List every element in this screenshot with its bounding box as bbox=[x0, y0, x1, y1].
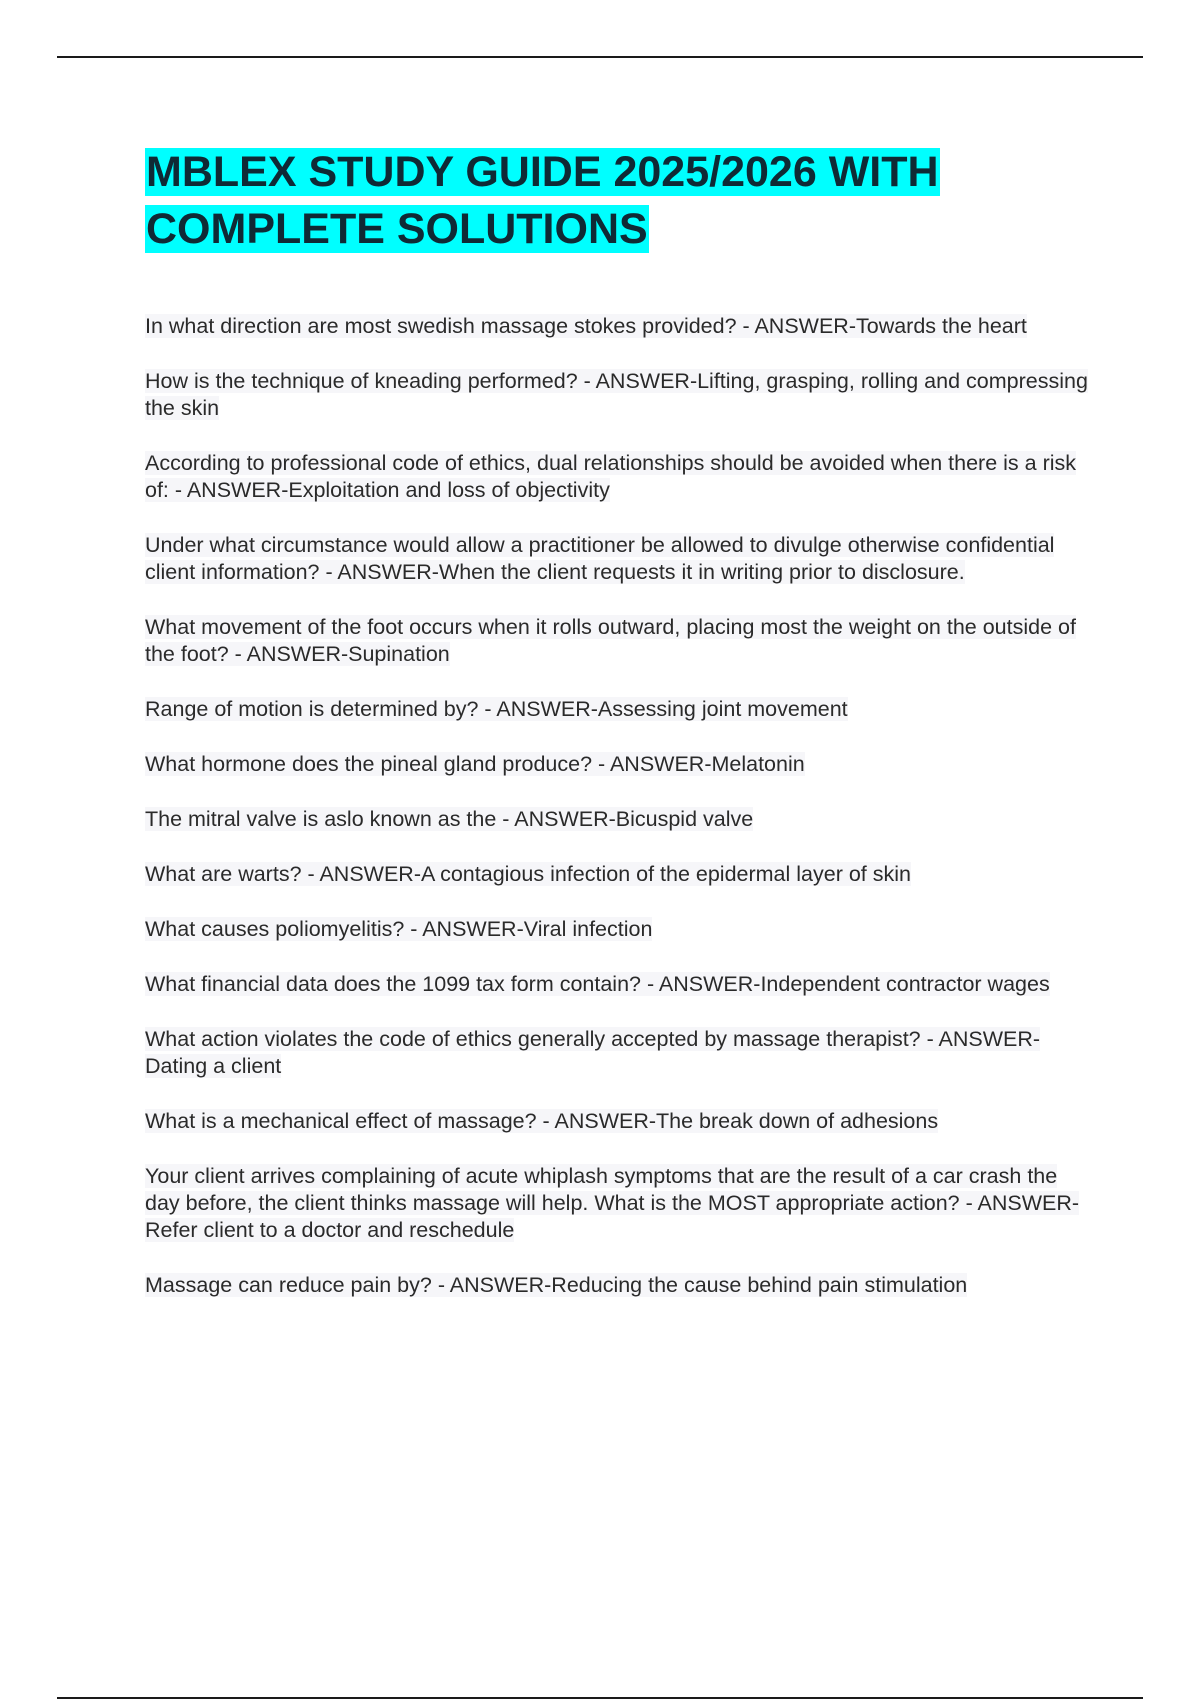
page-content bbox=[145, 144, 1095, 1327]
qa-item: What causes poliomyelitis? - ANSWER-Viral infection bbox=[145, 917, 653, 941]
qa-item: What movement of the foot occurs when it rolls outward, placing most the weight on the outside of the foot? - ANSWER-Supination bbox=[145, 615, 1076, 666]
qa-item: What is a mechanical effect of massage? - ANSWER-The break down of adhesions bbox=[145, 1109, 939, 1133]
qa-item: According to professional code of ethics, dual relationships should be avoided when there is a risk of: - ANSWER-Exploitation and loss of objectivity bbox=[145, 451, 1077, 502]
qa-item: What financial data does the 1099 tax form contain? - ANSWER-Independent contractor wages bbox=[145, 972, 1050, 996]
qa-item: What hormone does the pineal gland produce? - ANSWER-Melatonin bbox=[145, 752, 805, 776]
qa-item: What action violates the code of ethics generally accepted by massage therapist? - ANSWER-Dating a client bbox=[145, 1027, 1041, 1078]
qa-item: How is the technique of kneading performed? - ANSWER-Lifting, grasping, rolling and compressing the skin bbox=[145, 369, 1088, 420]
qa-item: The mitral valve is aslo known as the - ANSWER-Bicuspid valve bbox=[145, 807, 754, 831]
qa-item: Range of motion is determined by? - ANSWER-Assessing joint movement bbox=[145, 697, 848, 721]
qa-item: Massage can reduce pain by? - ANSWER-Reducing the cause behind pain stimulation bbox=[145, 1273, 968, 1297]
qa-item: What are warts? - ANSWER-A contagious infection of the epidermal layer of skin bbox=[145, 862, 911, 886]
page-top-rule bbox=[57, 56, 1143, 58]
qa-list bbox=[145, 313, 1095, 1299]
page-bottom-rule bbox=[57, 1697, 1143, 1699]
qa-item: Your client arrives complaining of acute whiplash symptoms that are the result of a car crash the day before, the client thinks massage will help. What is the MOST appropriate action? - ANSWER-Refer client to a doctor and reschedule bbox=[145, 1164, 1080, 1242]
document-title-text: MBLEX STUDY GUIDE 2025/2026 WITH COMPLETE SOLUTIONS bbox=[146, 148, 939, 253]
qa-item: In what direction are most swedish massage stokes provided? - ANSWER-Towards the heart bbox=[145, 314, 1027, 338]
document-title bbox=[145, 144, 1095, 258]
qa-item: Under what circumstance would allow a practitioner be allowed to divulge otherwise confidential client information? - ANSWER-When the client requests it in writing prior to disclosure. bbox=[145, 533, 1055, 584]
